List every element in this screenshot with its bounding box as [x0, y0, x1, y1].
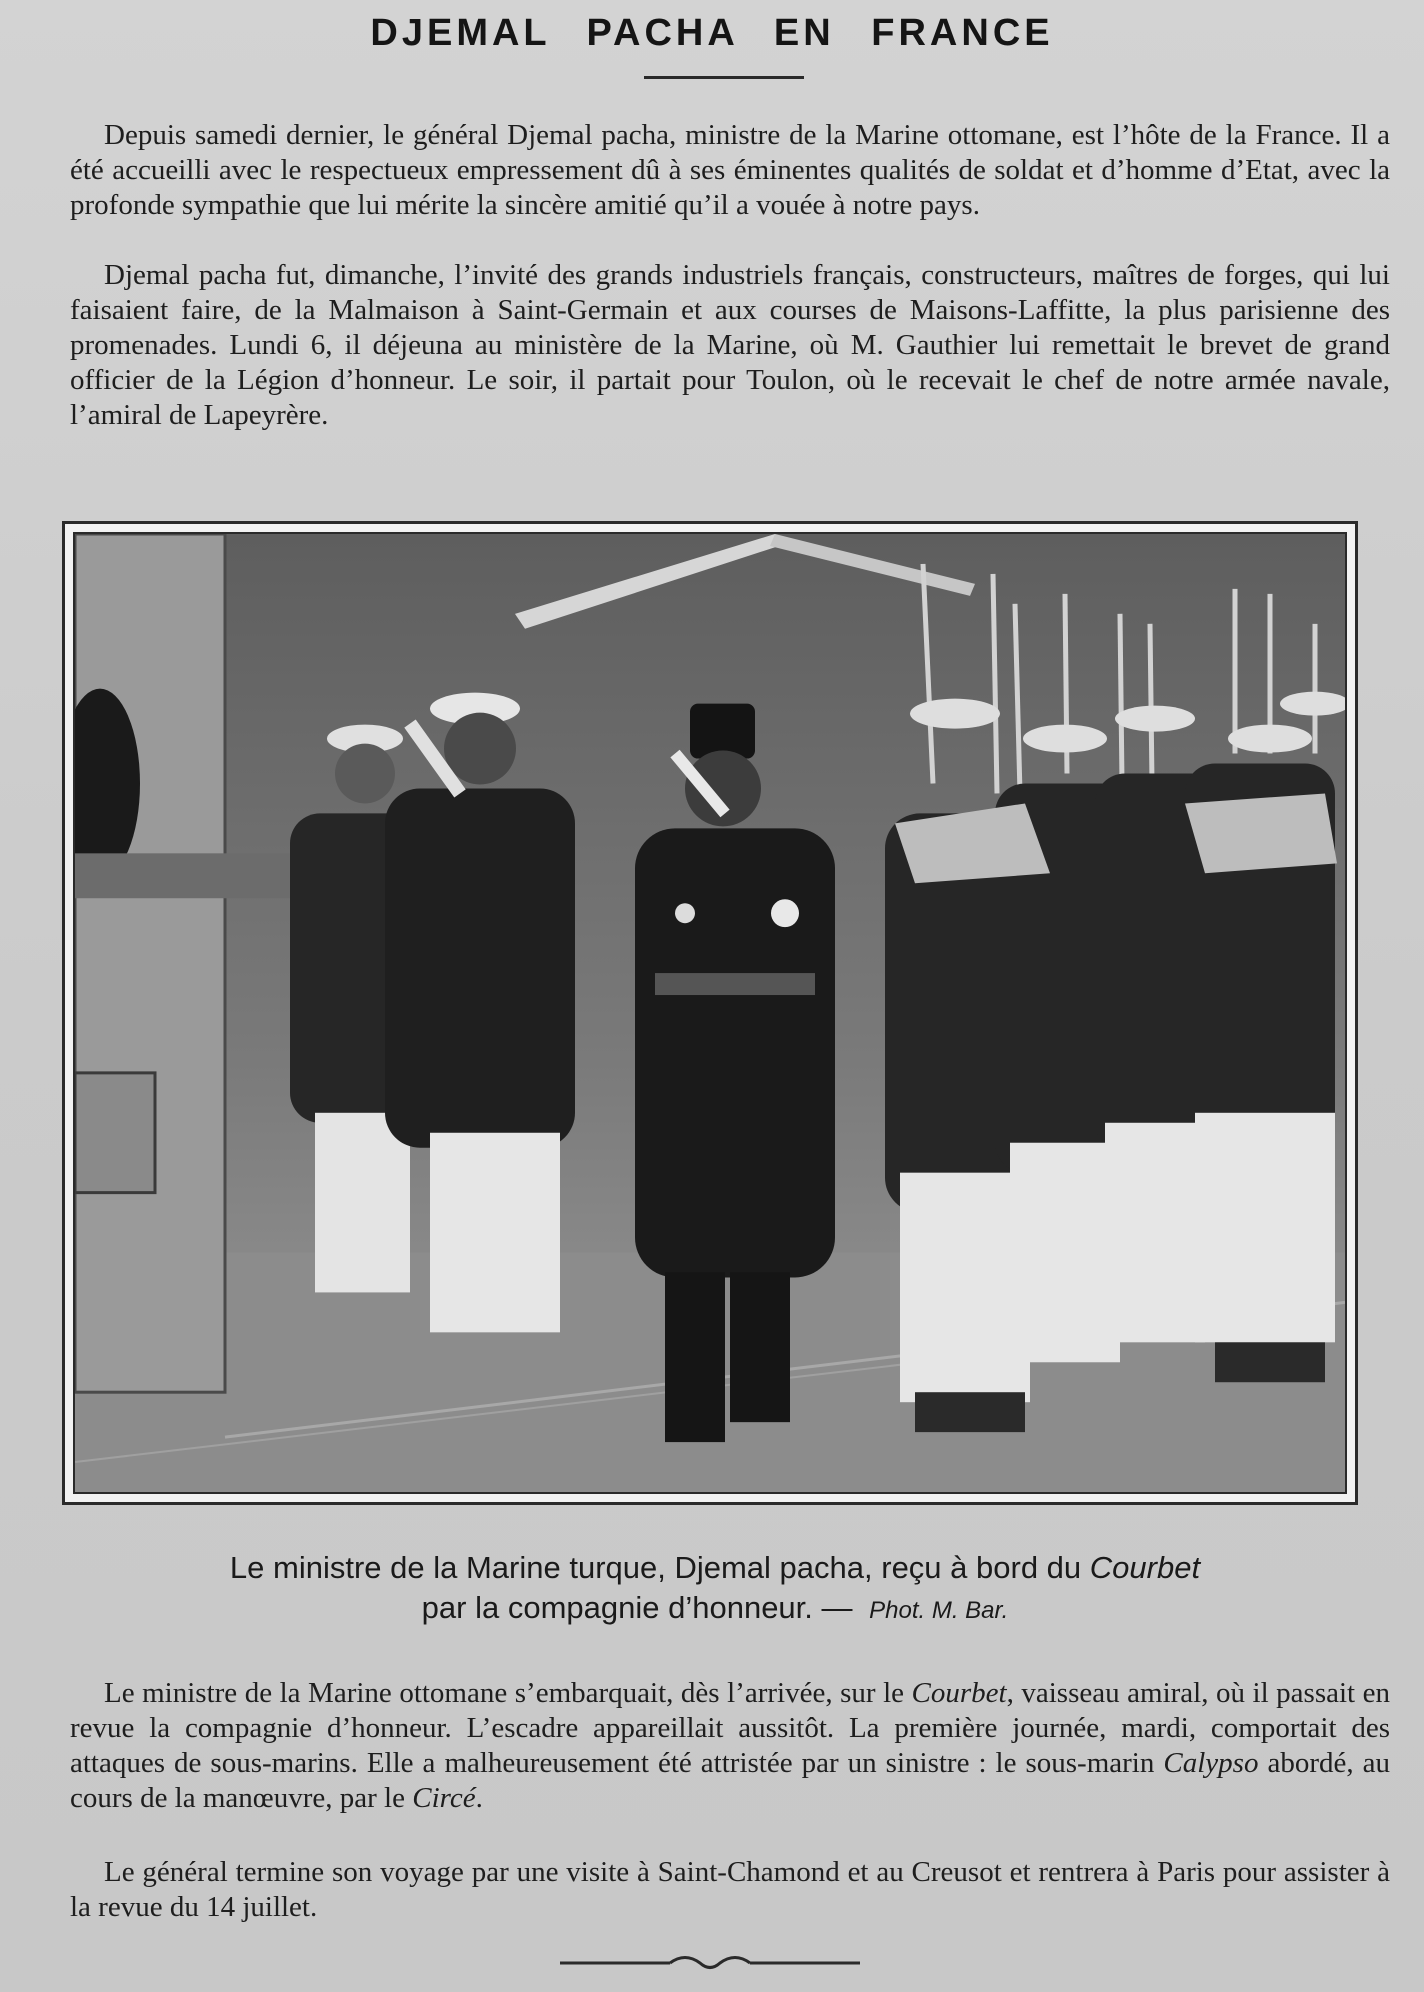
- p3-ship-calypso: Calypso: [1163, 1747, 1259, 1779]
- photo-credit: Phot. M. Bar.: [869, 1597, 1009, 1624]
- caption-line2: par la compagnie d’honneur. —: [421, 1590, 853, 1625]
- p3-ship-circe: Circé: [412, 1782, 476, 1814]
- p3-text-4: .: [475, 1782, 483, 1814]
- photograph: [73, 532, 1347, 1494]
- photo-caption: [80, 1548, 1350, 1631]
- paragraph-2: Djemal pacha fut, dimanche, l’invité des grands industriels français, constructeurs, maîtres de forges, qui lui faisaient faire, de la Malmaison à Saint-Germain et aux courses de Maisons-Laffitte, la plus parisienne des promenades. Lundi 6, il déjeuna au ministère de la Marine, où M. Gauthier lui remettait le brevet de grand officier de la Légion d’honneur. Le soir, il partait pour Toulon, où le recevait le chef de notre armée navale, l’amiral de Lapeyrère.: [70, 259, 1390, 431]
- caption-line1: Le ministre de la Marine turque, Djemal pacha, reçu à bord du: [229, 1550, 1082, 1585]
- paragraph-1: Depuis samedi dernier, le général Djemal pacha, ministre de la Marine ottomane, est l’hôte de la France. Il a été accueilli avec le respectueux empressement dû à ses éminentes qualités de soldat et d’homme d’Etat, avec la profonde sympathie que lui mérite la sincère amitié qu’il a vouée à notre pays.: [70, 119, 1390, 221]
- photo-frame: [62, 521, 1358, 1505]
- end-ornament: [560, 1952, 860, 1974]
- p3-text-2: , vaisseau amiral, où il passait en revue la compagnie d’honneur. L’escadre appareillait aussitôt. La première journée, mardi, comportait des attaques de sous-marins. Elle a malheureusement été attristée par un sinistre : le sous-marin: [70, 1677, 1390, 1779]
- title-divider: [644, 76, 804, 79]
- caption-ship-name: Courbet: [1089, 1550, 1201, 1585]
- p3-text-3: abordé, au cours de la manœuvre, par le: [70, 1747, 1391, 1814]
- ship-deck-photo: [75, 534, 1345, 1492]
- paragraph-3: [70, 1676, 1390, 1816]
- p3-text-1: Le ministre de la Marine ottomane s’embarquait, dès l’arrivée, sur le: [104, 1677, 904, 1709]
- article-title: DJEMAL PACHA EN FRANCE: [370, 12, 1054, 54]
- p3-ship-courbet: Courbet: [911, 1677, 1007, 1709]
- paragraph-4: Le général termine son voyage par une visite à Saint-Chamond et au Creusot et rentrera à Paris pour assister à la revue du 14 juillet.: [70, 1856, 1390, 1923]
